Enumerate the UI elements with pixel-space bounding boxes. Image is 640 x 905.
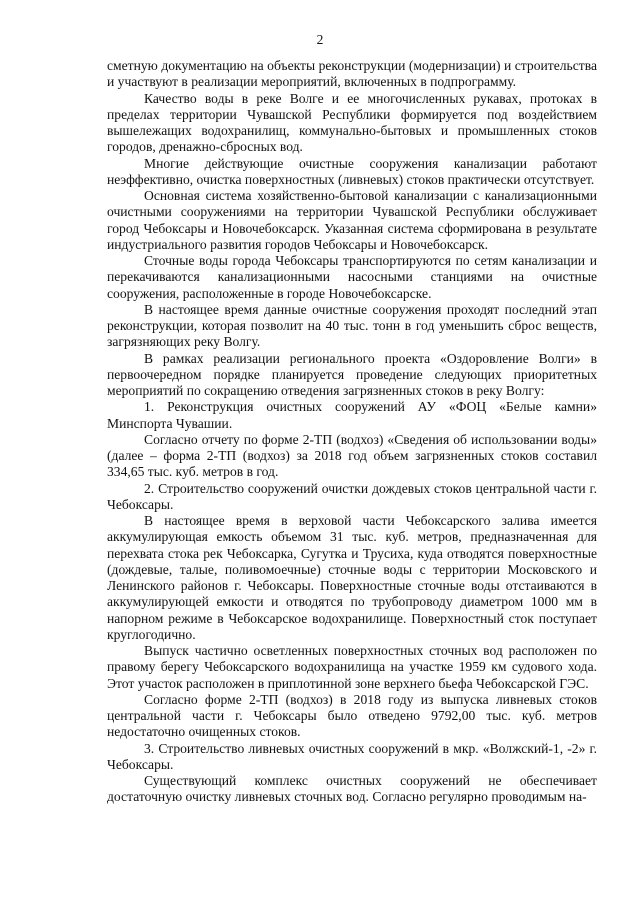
paragraph-regional-project: В рамках реализации регионального проекта «Оздоровление Волги» в первоочередном порядке планируется проведение следующих приоритетных мероприятий по сокращению отведения загрязненных стоков в реку Волгу: xyxy=(107,350,597,398)
paragraph-continuation: сметную документацию на объекты реконструкции (модернизации) и строительства и участвуют в реализации мероприятий, включенных в подпрограмму. xyxy=(107,58,597,90)
paragraph-item-1: 1. Реконструкция очистных сооружений АУ «ФОЦ «Белые камни» Минспорта Чувашии. xyxy=(107,399,597,431)
document-body xyxy=(107,58,597,806)
paragraph-report-2tp: Согласно отчету по форме 2-ТП (водхоз) «Сведения об использовании воды» (далее – форма 2-ТП (водхоз) за 2018 год объем загрязненных стоков составил 334,65 тыс. куб. метров в год. xyxy=(107,431,597,480)
paragraph-existing-complex: Существующий комплекс очистных сооружений не обеспечивает достаточную очистку ливневых сточных вод. Согласно регулярно проводимым на- xyxy=(107,773,597,805)
paragraph-treatment-inefficiency: Многие действующие очистные сооружения канализации работают неэффективно, очистка поверхностных (ливневых) стоков практически отсутствует. xyxy=(107,155,597,187)
paragraph-accumulating-tank: В настоящее время в верховой части Чебоксарского залива имеется аккумулирующая емкость объемом 31 тыс. куб. метров, предназначенная для перехвата стока рек Чебоксарка, Сугутка и Трусиха, куда отводятся поверхностные (дождевые, талые, поливомоечные) сточные воды с территории Московского и Ленинского районов г. Чебоксары. Поверхностные сточные воды отстаиваются в аккумулирующей емкости и отводятся по трубопроводу диаметром 1000 мм в напорном режиме в Чебоксарское водохранилище. Поверхностный сток поступает круглогодично. xyxy=(107,513,597,642)
paragraph-water-quality: Качество воды в реке Волге и ее многочисленных рукавах, протоках в пределах территории Чувашской Республики формируется под воздействием вышележащих водохранилищ, коммунально-бытовых и промышленных стоков городов, дренажно-сбросных вод. xyxy=(107,90,597,155)
page-number: 2 xyxy=(316,32,324,47)
paragraph-reconstruction-stage: В настоящее время данные очистные сооружения проходят последний этап реконструкции, которая позволит на 40 тыс. тонн в год уменьшить сброс веществ, загрязняющих реку Волгу. xyxy=(107,301,597,350)
paragraph-wastewater-transport: Сточные воды города Чебоксары транспортируются по сетям канализации и перекачиваются канализационными насосными станциями на очистные сооружения, расположенные в городе Новочебоксарске. xyxy=(107,253,597,301)
paragraph-stormwater-volume: Согласно форме 2-ТП (водхоз) в 2018 году из выпуска ливневых стоков центральной части г. Чебоксары было отведено 9792,00 тыс. куб. метров недостаточно очищенных стоков. xyxy=(107,691,597,740)
paragraph-item-2: 2. Строительство сооружений очистки дождевых стоков центральной части г. Чебоксары. xyxy=(107,480,597,512)
paragraph-main-sewer-system: Основная система хозяйственно-бытовой канализации с канализационными очистными сооружениями на территории Чувашской Республики обслуживает город Чебоксары и Новочебоксарск. Указанная система сформирована в результате индустриального развития городов Чебоксары и Новочебоксарск. xyxy=(107,188,597,252)
paragraph-item-3: 3. Строительство ливневых очистных сооружений в мкр. «Волжский-1, -2» г. Чебоксары. xyxy=(107,740,597,772)
paragraph-outlet-location: Выпуск частично осветленных поверхностных сточных вод расположен по правому берегу Чебоксарского водохранилища на участке 1959 км судового хода. Этот участок расположен в приплотинной зоне верхнего бьефа Чебоксарской ГЭС. xyxy=(107,643,597,691)
